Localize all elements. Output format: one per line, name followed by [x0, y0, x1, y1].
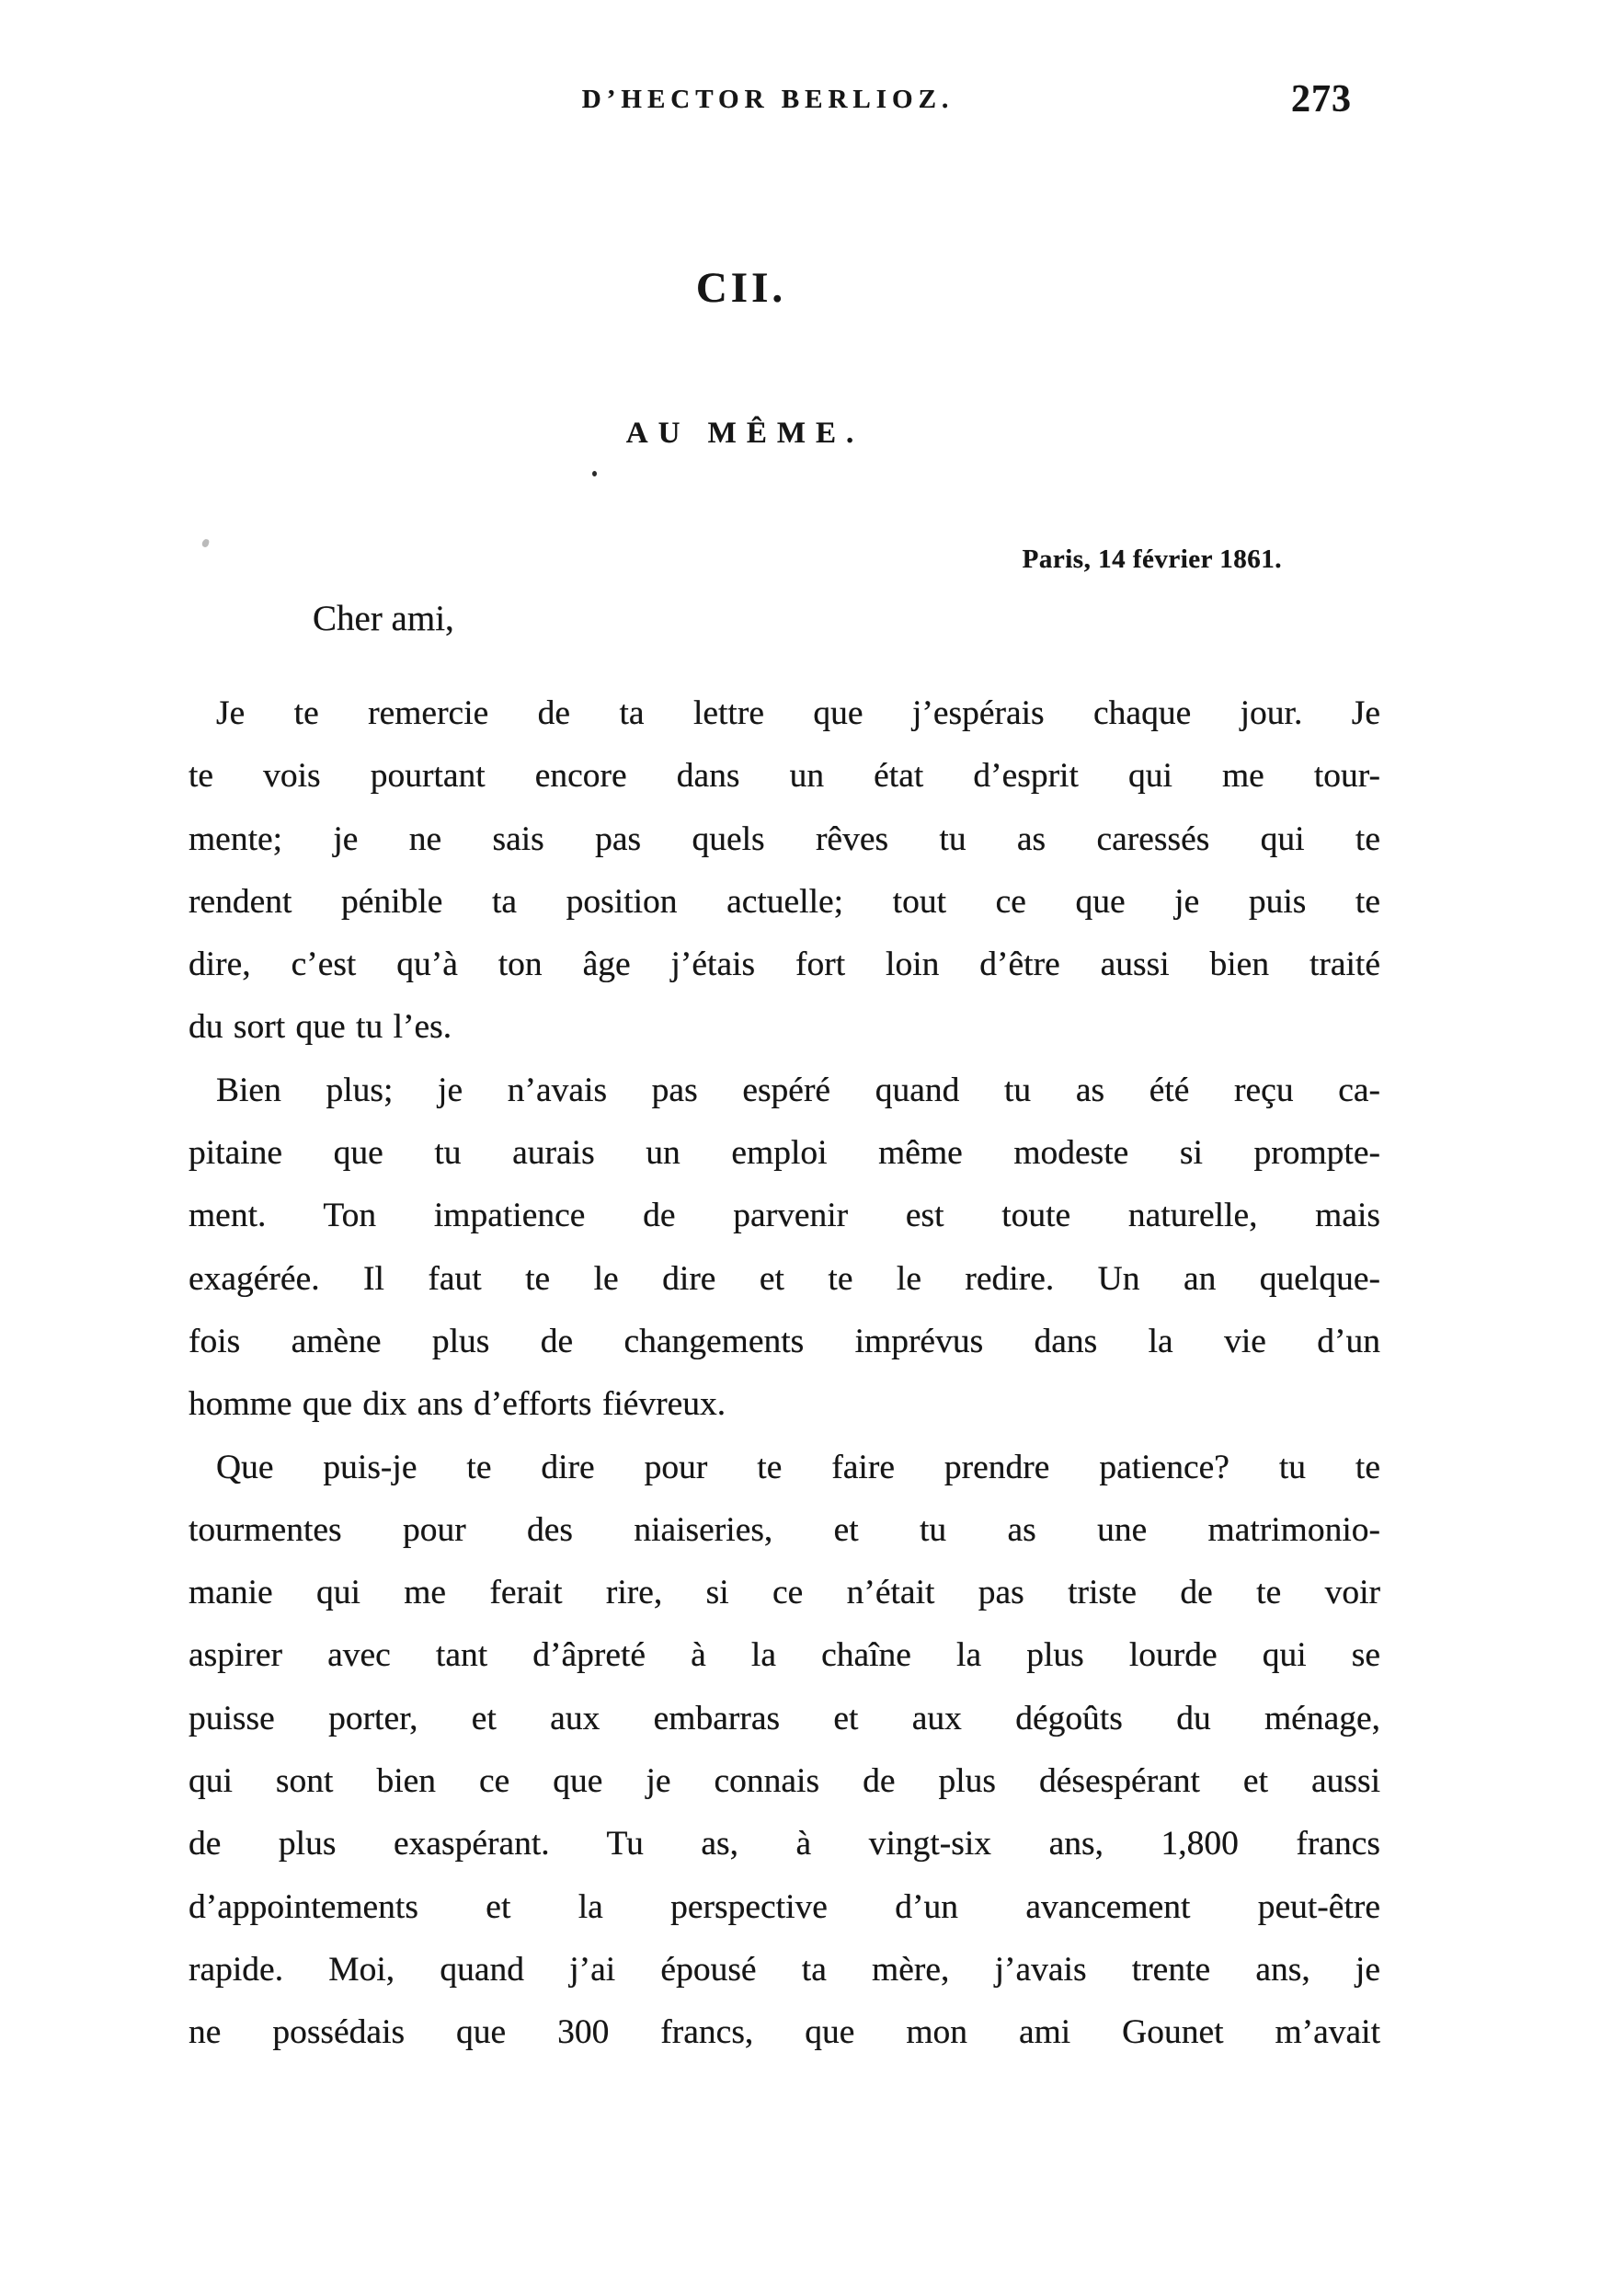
letter-line: mente; je ne sais pas quels rêves tu as caressés qui te: [189, 820, 1380, 858]
greeting: Cher ami,: [313, 599, 454, 638]
stray-ink-speck: [201, 538, 210, 548]
letter-line: manie qui me ferait rire, si ce n’était pas triste de te voir: [189, 1574, 1380, 1612]
letter-line: ment. Ton impatience de parvenir est toute naturelle, mais: [189, 1197, 1380, 1235]
addressee-heading: AU MÊME.: [625, 417, 864, 450]
letter-line: d’appointements et la perspective d’un avancement peut-être: [189, 1887, 1380, 1926]
page-number: 273: [1291, 78, 1352, 120]
letter-line: homme que dix ans d’efforts fiévreux.: [189, 1385, 726, 1424]
dateline: Paris, 14 février 1861.: [1022, 545, 1282, 574]
letter-line: qui sont bien ce que je connais de plus désespérant et aussi: [189, 1762, 1380, 1801]
letter-line: aspirer avec tant d’âpreté à la chaîne la plus lourde qui se: [189, 1636, 1380, 1675]
letter-line: Je te remercie de ta lettre que j’espérais chaque jour. Je: [216, 694, 1380, 732]
letter-line: exagérée. Il faut te le dire et te le redire. Un an quelque-: [189, 1259, 1380, 1298]
letter-line: de plus exaspérant. Tu as, à vingt-six ans, 1,800 francs: [189, 1825, 1380, 1863]
letter-line: du sort que tu l’es.: [189, 1008, 452, 1047]
letter-line: Bien plus; je n’avais pas espéré quand tu as été reçu ca-: [216, 1071, 1380, 1109]
letter-line: dire, c’est qu’à ton âge j’étais fort loin d’être aussi bien traité: [189, 946, 1380, 984]
section-heading: CII.: [695, 264, 787, 312]
letter-body: [189, 682, 1380, 2065]
letter-line: rapide. Moi, quand j’ai épousé ta mère, j’avais trente ans, je: [189, 1950, 1380, 1989]
letter-line: Que puis-je te dire pour te faire prendre patience? tu te: [216, 1448, 1380, 1486]
stray-ink-dot: [592, 471, 597, 476]
letter-line: rendent pénible ta position actuelle; tout ce que je puis te: [189, 882, 1380, 921]
letter-line: fois amène plus de changements imprévus dans la vie d’un: [189, 1322, 1380, 1360]
letter-line: te vois pourtant encore dans un état d’esprit qui me tour-: [189, 757, 1380, 796]
letter-line: tourmentes pour des niaiseries, et tu as une matrimonio-: [189, 1510, 1380, 1549]
letter-line: pitaine que tu aurais un emploi même modeste si prompte-: [189, 1134, 1380, 1173]
running-header: D’HECTOR BERLIOZ.: [581, 85, 955, 114]
letter-line: ne possédais que 300 francs, que mon ami Gounet m’avait: [189, 2013, 1380, 2052]
letter-line: puisse porter, et aux embarras et aux dégoûts du ménage,: [189, 1699, 1380, 1737]
